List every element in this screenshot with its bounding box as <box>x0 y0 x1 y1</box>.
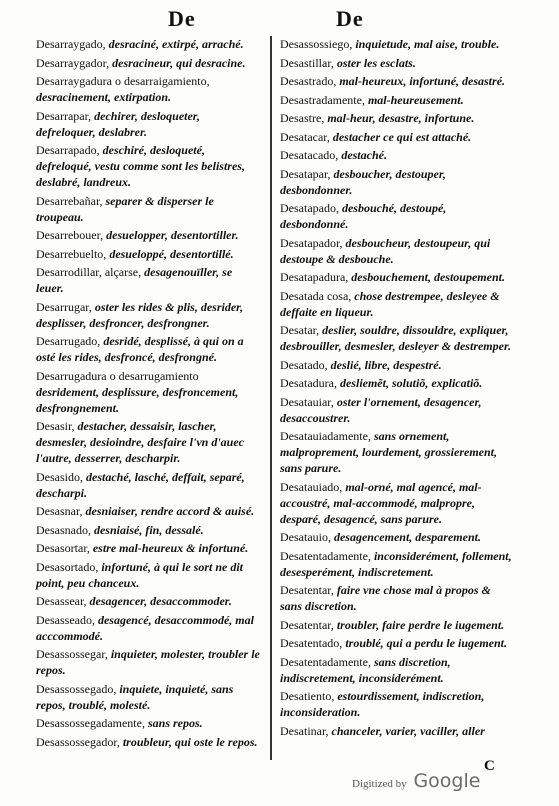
dictionary-entry <box>36 540 262 556</box>
entry-definition: destacher, dessaisir, lascher, desmesler, desioindre, desfaire l'vn d'auec l'autre, desserrer, descharpir. <box>36 419 244 465</box>
entry-headword: Desasnar, <box>36 504 83 518</box>
dictionary-entry <box>280 322 512 354</box>
dictionary-entry <box>36 681 262 713</box>
entry-headword: Desatapar, <box>280 166 331 181</box>
entry-headword: Desassossegador, <box>36 734 120 749</box>
entry-definition: destaché. <box>341 148 387 162</box>
dictionary-entry <box>36 612 262 644</box>
dictionary-entry <box>36 246 262 262</box>
dictionary-entry <box>36 193 262 225</box>
dictionary-entry <box>280 688 512 720</box>
dictionary-entry <box>280 479 512 527</box>
dictionary-entry <box>280 548 512 580</box>
dictionary-entry <box>36 36 262 52</box>
dictionary-entry <box>280 582 512 614</box>
entry-headword: Desarraygadura o desarraigamiento, <box>36 74 210 88</box>
dictionary-entry <box>36 264 262 296</box>
entry-definition: inquieter, molester, troubler le repos. <box>36 647 260 677</box>
dictionary-entry <box>280 428 512 476</box>
google-logo: Google <box>413 770 481 792</box>
entry-headword: Desatapado, <box>280 201 339 215</box>
dictionary-entry <box>36 522 262 538</box>
column-divider <box>270 36 272 760</box>
entry-definition: desracineur, qui desracine. <box>112 55 246 70</box>
entry-headword: Desarrebouer, <box>36 228 104 242</box>
entry-definition: desniaisé, fin, dessalé. <box>93 522 204 537</box>
dictionary-entry <box>280 357 512 373</box>
dictionary-entry <box>280 529 512 545</box>
running-head-left: De <box>168 6 196 31</box>
dictionary-entry <box>36 73 262 105</box>
entry-definition: desuelopper, desentortiller. <box>106 228 239 242</box>
entry-definition: desboucher, destouper, desbondonner. <box>280 166 446 197</box>
entry-definition: deschiré, desloqueté, defreloqué, vestu comme sont les belistres, deslabré, landreux. <box>36 143 245 189</box>
entry-headword: Desatentar, <box>280 617 334 632</box>
entry-headword: Desasir, <box>36 419 75 433</box>
entry-headword: Desassear, <box>36 594 87 608</box>
dictionary-entry <box>280 110 512 126</box>
entry-definition: desbouché, destoupé, desbondonné. <box>280 201 447 231</box>
entry-definition: oster les esclats. <box>336 55 416 70</box>
entry-headword: Desatar, <box>280 323 320 337</box>
entry-headword: Desatauiar, <box>280 394 334 409</box>
entry-headword: Desastrado, <box>280 74 337 88</box>
entry-definition: destacher ce qui est attaché. <box>332 129 472 144</box>
entry-definition: estourdissement, indiscretion, inconsideration. <box>280 689 485 719</box>
entry-headword: Desastre, <box>280 111 325 125</box>
dictionary-entry <box>280 73 512 89</box>
entry-definition: desagencement, desparement. <box>333 530 481 544</box>
entry-definition: troubler, faire perdre le iugement. <box>336 617 505 632</box>
dictionary-entry <box>36 469 262 501</box>
dictionary-entry <box>280 166 512 198</box>
dictionary-entry <box>280 147 512 163</box>
dictionary-entry <box>280 723 512 739</box>
entry-headword: Desastradamente, <box>280 92 365 107</box>
entry-headword: Desarrugadura o desarrugamiento <box>36 368 199 383</box>
entry-headword: Desatacar, <box>280 129 330 144</box>
entry-definition: mal-heureux, infortuné, desastré. <box>339 74 506 88</box>
entry-headword: Desatauiadamente, <box>280 429 371 443</box>
entry-definition: deslier, souldre, dissouldre, expliquer, desbrouiller, desmesler, desleyer & destremper. <box>280 323 511 353</box>
entry-headword: Desarrapado, <box>36 143 100 157</box>
entry-headword: Desarrugado, <box>36 334 101 348</box>
entry-headword: Desarrodillar, alçarse, <box>36 265 142 279</box>
entry-headword: Desarrapar, <box>36 108 92 123</box>
entry-headword: Desasortado, <box>36 559 99 574</box>
dictionary-entry <box>280 375 512 391</box>
entry-headword: Desassossegadamente, <box>36 716 145 730</box>
dictionary-entry <box>280 654 512 686</box>
entry-headword: Desatentar, <box>280 583 334 597</box>
right-column <box>280 36 512 741</box>
entry-definition: chanceler, varier, vaciller, aller <box>331 723 485 738</box>
entry-definition: infortuné, à qui le sort ne dit point, peu chanceux. <box>36 559 244 590</box>
entry-definition: desniaiser, rendre accord & auisé. <box>85 504 255 518</box>
dictionary-entry <box>36 734 262 750</box>
entry-definition: faire vne chose mal à propos & sans discretion. <box>280 583 491 613</box>
dictionary-entry <box>36 108 262 140</box>
entry-definition: destaché, lasché, deffait, separé, descharpi. <box>36 469 245 500</box>
entry-definition: troublé, qui a perdu le iugement. <box>345 636 507 650</box>
entry-definition: desagenouïller, se leuer. <box>36 265 233 295</box>
entry-definition: inconsiderément, follement, desesperément, indiscretement. <box>280 548 512 579</box>
entry-definition: oster les rides & plis, desrider, desplisser, desfroncer, desfrongner. <box>36 299 244 330</box>
dictionary-entry <box>36 559 262 591</box>
entry-definition: oster l'ornement, desagencer, desaccoustrer. <box>280 394 482 425</box>
dictionary-entry <box>280 200 512 232</box>
dictionary-entry <box>280 269 512 285</box>
dictionary-entry <box>36 646 262 678</box>
entry-headword: Desatentadamente, <box>280 548 371 563</box>
entry-definition: inquiete, inquieté, sans repos, troublé, molesté. <box>36 681 234 712</box>
entry-definition: estre mal-heureux & infortuné. <box>92 541 249 555</box>
entry-definition: mal-orné, mal agencé, mal-accoustré, mal-accommodé, malpropre, desparé, desagencé, sans parure. <box>280 479 482 526</box>
entry-headword: Desarrebuelto, <box>36 246 107 261</box>
entry-definition: deslié, libre, despestré. <box>330 357 442 372</box>
dictionary-entry <box>280 288 512 320</box>
entry-headword: Desasido, <box>36 469 83 484</box>
entry-headword: Desatada cosa, <box>280 288 352 303</box>
dictionary-entry <box>36 333 262 365</box>
entry-definition: sans discretion, indiscretement, inconsiderément. <box>280 654 451 685</box>
entry-definition: desliemẽt, solutiõ, explicatiõ. <box>339 376 483 390</box>
entry-headword: Desarraygado, <box>36 37 106 51</box>
entry-headword: Desatauiado, <box>280 479 343 494</box>
entry-headword: Desatacado, <box>280 148 339 162</box>
entry-headword: Desassossegar, <box>36 647 108 661</box>
dictionary-entry <box>36 368 262 416</box>
dictionary-entry <box>280 36 512 52</box>
entry-definition: troubleur, qui oste le repos. <box>122 734 258 749</box>
dictionary-entry <box>36 55 262 71</box>
dictionary-entry <box>280 635 512 651</box>
entry-headword: Desarraygador, <box>36 55 110 70</box>
entry-definition: inquietude, mal aise, trouble. <box>355 37 500 51</box>
entry-headword: Desatadura, <box>280 376 337 390</box>
entry-headword: Desassossegado, <box>36 681 117 696</box>
entry-definition: desagencer, desaccommoder. <box>89 594 232 608</box>
entry-definition: desraciné, extirpé, arraché. <box>108 37 244 51</box>
left-column <box>36 36 262 752</box>
signature-mark: C <box>484 758 495 774</box>
digitized-footer <box>352 770 480 792</box>
entry-definition: mal-heureusement. <box>367 92 464 107</box>
dictionary-entry <box>36 593 262 609</box>
dictionary-entry <box>280 55 512 71</box>
dictionary-entry <box>36 715 262 731</box>
dictionary-entry <box>280 235 512 267</box>
entry-headword: Desatapador, <box>280 235 343 250</box>
entry-headword: Desastillar, <box>280 55 334 70</box>
entry-definition: desridement, desplissure, desfroncement, desfrongnement. <box>36 384 239 415</box>
dictionary-entry <box>36 227 262 243</box>
entry-definition: desbouchement, destoupement. <box>351 270 505 284</box>
entry-headword: Desatinar, <box>280 723 329 738</box>
dictionary-entry <box>280 129 512 145</box>
entry-definition: sans ornement, malproprement, lourdement, grossierement, sans parure. <box>280 429 498 475</box>
entry-definition: desueloppé, desentortillé. <box>109 246 234 261</box>
dictionary-entry <box>36 418 262 466</box>
entry-definition: mal-heur, desastre, infortune. <box>327 111 475 125</box>
entry-headword: Desasortar, <box>36 541 90 555</box>
entry-headword: Desatentado, <box>280 636 343 650</box>
entry-headword: Desatado, <box>280 357 328 372</box>
entry-headword: Desarrugar, <box>36 299 92 314</box>
entry-definition: desagencé, desaccommodé, mal acccommodé. <box>36 612 254 643</box>
digitized-label: Digitized by <box>352 778 407 790</box>
entry-definition: desboucheur, destoupeur, qui destoupe & desbouche. <box>280 235 491 266</box>
entry-headword: Desatiento, <box>280 689 335 703</box>
entry-headword: Desassossiego, <box>280 37 353 51</box>
entry-definition: dechirer, desloqueter, defreloquer, deslabrer. <box>36 108 200 139</box>
entry-headword: Desasnado, <box>36 522 91 537</box>
entry-headword: Desatapadura, <box>280 270 349 284</box>
running-head-right: De <box>336 6 364 31</box>
entry-headword: Desatauio, <box>280 530 331 544</box>
dictionary-entry <box>280 617 512 633</box>
entry-definition: sans repos. <box>147 716 203 730</box>
dictionary-entry <box>36 503 262 519</box>
entry-definition: desridé, desplissé, à qui on a osté les rides, desfroncé, desfrongné. <box>36 334 244 364</box>
dictionary-entry <box>280 92 512 108</box>
entry-headword: Desarrebañar, <box>36 193 103 208</box>
entry-definition: separer & disperser le troupeau. <box>36 193 214 224</box>
dictionary-entry <box>36 142 262 190</box>
entry-headword: Desatentadamente, <box>280 654 371 669</box>
dictionary-entry <box>280 394 512 426</box>
dictionary-entry <box>36 299 262 331</box>
entry-headword: Desasseado, <box>36 612 95 627</box>
entry-definition: chose destrempee, desleyee & deffaite en liqueur. <box>280 288 500 319</box>
entry-definition: desracinement, extirpation. <box>36 90 171 104</box>
